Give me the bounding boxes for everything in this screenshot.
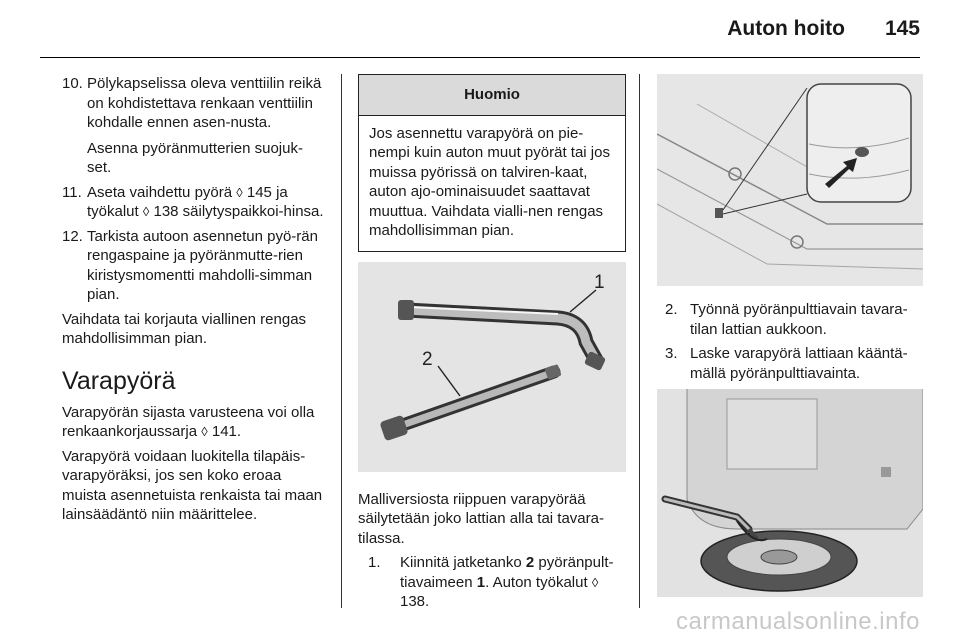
list-text: Pölykapselissa oleva venttiilin reikä on kohdistettava renkaan venttiilin kohdalle ennen asen-nusta. — [87, 75, 322, 131]
wrench-illustration — [358, 262, 626, 472]
spare-wheel-illustration — [657, 389, 923, 597]
header-rule — [40, 57, 920, 58]
notice-box — [358, 74, 626, 252]
paragraph-storage: Malliversiosta riippuen varapyörää säilytetään joko lattian alla tai tavara-tilassa. — [358, 490, 604, 547]
list-number: 2. — [665, 301, 678, 318]
trunk-floor-illustration — [657, 74, 923, 286]
paragraph-temporary-spare: Varapyörä voidaan luokitella tilapäis-varapyöräksi, jos sen koko eroaa muista asennetuista renkaista tai maan lainsäädäntö niin määrittelee. — [62, 447, 323, 523]
page-ref-icon: ◊ — [591, 574, 599, 590]
list-item-2 — [665, 300, 923, 339]
list-number: 10. — [62, 75, 83, 92]
list-number: 3. — [665, 345, 678, 362]
page-ref-icon: ◊ — [236, 184, 243, 200]
paragraph-replace-tyre: Vaihdata tai korjauta viallinen rengas mahdollisimman pian. — [62, 310, 307, 347]
column-3 — [657, 74, 923, 597]
callout-2: 2 — [422, 348, 433, 370]
list-item-10 — [62, 74, 327, 178]
list-item-11 — [62, 183, 327, 222]
notice-body: Jos asennettu varapyörä on pie-nempi kuin auton muut pyörät tai jos muissa pyörissä on talviren-kaat, auton ajo-ominaisuudet saattavat muuttua. Vaihdata vialli-nen rengas mahdollisimman pian. — [369, 124, 610, 239]
list-text: Laske varapyörä lattiaan kääntä-mällä pyöränpulttiavainta. — [690, 345, 908, 382]
column-2 — [358, 74, 626, 617]
page-ref-icon: ◊ — [201, 424, 208, 439]
callout-1: 1 — [594, 271, 605, 293]
paragraph-spare-alt: Varapyörän sijasta varusteena voi olla renkaankorjaussarja ◊ 141. — [62, 403, 315, 440]
list-item-3 — [665, 344, 923, 383]
column-1 — [62, 74, 327, 530]
list-text: Työnnä pyöränpulttiavain tavara-tilan lattian aukkoon. — [690, 301, 908, 338]
watermark: carmanualsonline.info — [676, 608, 920, 635]
page-header — [0, 0, 960, 58]
list-item-1 — [368, 553, 626, 612]
list-item-12 — [62, 227, 327, 305]
section-title: Auton hoito — [727, 17, 845, 40]
column-divider-1 — [341, 74, 342, 608]
column-divider-2 — [639, 74, 640, 608]
page-number: 145 — [884, 17, 920, 40]
section-heading: Varapyörä — [62, 366, 176, 395]
list-number: 12. — [62, 227, 83, 245]
list-subtext: Asenna pyöränmutterien suojuk-set. — [87, 139, 303, 176]
list-number: 1. — [368, 554, 381, 571]
notice-title: Huomio — [359, 75, 625, 116]
list-text: Tarkista autoon asennetun pyö-rän rengaspaine ja pyöränmutte-rien kiristysmomentti mahdolli-simman pian. — [87, 227, 318, 303]
list-number: 11. — [62, 183, 82, 201]
page-ref-icon: ◊ — [142, 204, 150, 219]
list-text: Kiinnitä jatketanko 2 pyöränpult-tiavaimeen 1. Auton työkalut ◊ 138. — [400, 554, 614, 610]
list-text: Aseta vaihdettu pyörä ◊ 145 ja työkalut ◊ 138 säilytyspaikkoi-hinsa. — [87, 183, 324, 220]
